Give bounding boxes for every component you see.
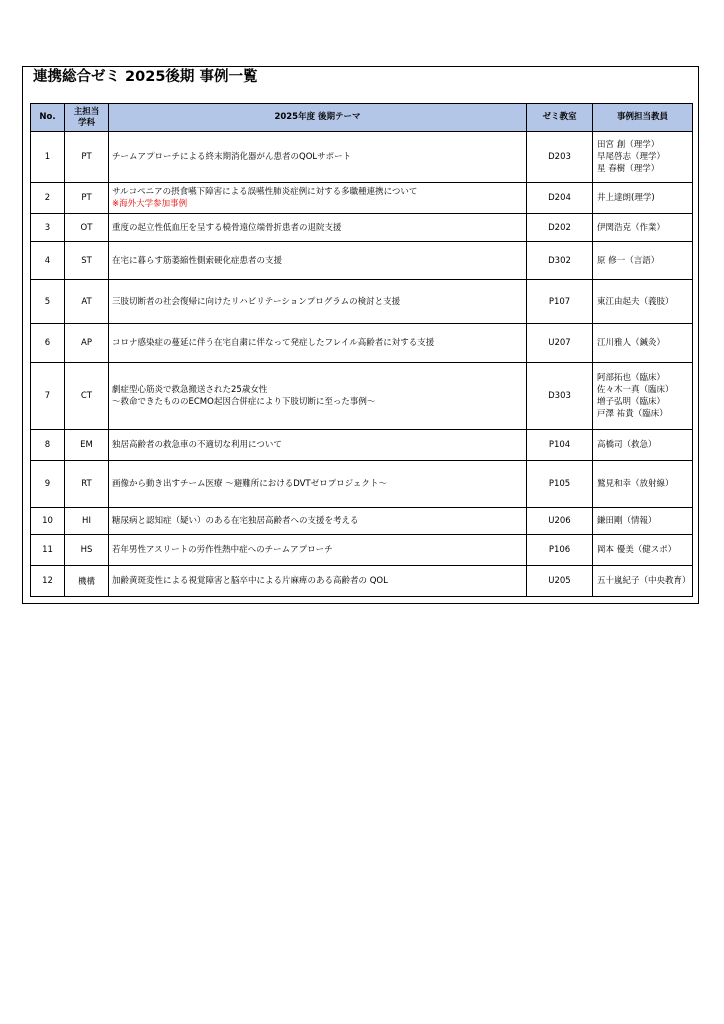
row-dept: PT <box>65 183 109 214</box>
row-room: P106 <box>527 535 593 566</box>
document-frame <box>22 66 699 604</box>
theme-line: コロナ感染症の蔓延に伴う在宅自粛に伴なって発症したフレイル高齢者に対する支援 <box>112 338 435 348</box>
row-dept: PT <box>65 132 109 183</box>
row-theme <box>109 535 527 566</box>
table-row <box>31 242 693 280</box>
row-staff <box>593 132 693 183</box>
staff-name: 井上達朗(理学) <box>597 193 655 203</box>
table-row <box>31 535 693 566</box>
table-row <box>31 132 693 183</box>
table-row <box>31 508 693 535</box>
row-room: U207 <box>527 324 593 363</box>
table-row <box>31 280 693 324</box>
staff-name: 東江由起夫（義肢） <box>597 296 674 307</box>
staff-name: 伊関浩克（作業） <box>597 222 666 233</box>
row-no: 12 <box>31 566 65 597</box>
row-dept: OT <box>65 214 109 242</box>
row-staff <box>593 324 693 363</box>
row-theme <box>109 280 527 324</box>
row-dept: RT <box>65 461 109 508</box>
staff-name: 高橋司（救急） <box>597 440 657 450</box>
row-dept: AP <box>65 324 109 363</box>
row-theme <box>109 132 527 183</box>
theme-line: 在宅に暮らす筋萎縮性側索硬化症患者の支援 <box>112 255 283 266</box>
row-theme <box>109 242 527 280</box>
row-dept: HS <box>65 535 109 566</box>
row-no: 8 <box>31 430 65 461</box>
table-row <box>31 363 693 430</box>
row-staff <box>593 280 693 324</box>
row-no: 10 <box>31 508 65 535</box>
row-staff <box>593 566 693 597</box>
row-room: P104 <box>527 430 593 461</box>
staff-name: 鎌田剛（情報） <box>597 516 657 526</box>
row-no: 9 <box>31 461 65 508</box>
theme-line: 独居高齢者の救急車の不適切な利用について <box>112 440 282 450</box>
row-dept: ST <box>65 242 109 280</box>
staff-name: 早尾啓志（理学） <box>597 152 666 162</box>
theme-line: 若年男性アスリートの労作性熱中症へのチームアプローチ <box>112 545 333 555</box>
theme-line: サルコペニアの摂食嚥下障害による誤嚥性肺炎症例に対する多職種連携について <box>112 187 418 197</box>
row-room: D302 <box>527 242 593 280</box>
row-staff <box>593 242 693 280</box>
header-room: ゼミ教室 <box>527 104 593 132</box>
theme-line: 加齢黄斑変性による視覚障害と脳卒中による片麻痺のある高齢者の QOL <box>112 576 388 586</box>
staff-name: 星 春樹（理学） <box>597 164 660 174</box>
row-staff <box>593 461 693 508</box>
row-theme <box>109 430 527 461</box>
theme-line: 画像から動き出すチーム医療 ～避難所におけるDVTゼロプロジェクト～ <box>112 479 387 489</box>
row-room: D204 <box>527 183 593 214</box>
header-theme: 2025年度 後期テーマ <box>109 104 527 132</box>
row-no: 6 <box>31 324 65 363</box>
theme-line: ～救命できたもののECMO起因合併症により下肢切断に至った事例～ <box>112 397 376 407</box>
header-dept <box>65 104 109 132</box>
row-staff <box>593 214 693 242</box>
staff-name: 阿部拓也（臨床） <box>597 373 666 383</box>
staff-name: 鷲見和幸（放射線） <box>597 479 674 489</box>
table-row <box>31 214 693 242</box>
table-header-row <box>31 104 693 132</box>
table-row <box>31 461 693 508</box>
row-room: P107 <box>527 280 593 324</box>
row-dept: 機構 <box>65 566 109 597</box>
page-title: 連携総合ゼミ 2025後期 事例一覧 <box>33 69 258 85</box>
row-no: 7 <box>31 363 65 430</box>
row-theme <box>109 324 527 363</box>
row-no: 2 <box>31 183 65 214</box>
row-no: 5 <box>31 280 65 324</box>
row-dept: HI <box>65 508 109 535</box>
row-room: U206 <box>527 508 593 535</box>
theme-line: 劇症型心筋炎で救急搬送された25歳女性 <box>112 385 268 395</box>
theme-line: チームアプローチによる終末期消化器がん患者のQOLサポート <box>112 152 352 162</box>
row-room: D203 <box>527 132 593 183</box>
staff-name: 増子弘明（臨床） <box>597 397 666 407</box>
row-theme <box>109 566 527 597</box>
row-staff <box>593 535 693 566</box>
row-dept: CT <box>65 363 109 430</box>
staff-name: 佐々木一真（臨床） <box>597 385 674 395</box>
row-theme <box>109 214 527 242</box>
row-no: 4 <box>31 242 65 280</box>
row-theme <box>109 363 527 430</box>
header-dept-label: 主担当学科 <box>73 106 100 128</box>
table-row <box>31 566 693 597</box>
row-staff <box>593 508 693 535</box>
row-theme <box>109 183 527 214</box>
row-staff <box>593 183 693 214</box>
staff-name: 五十嵐紀子（中央教育） <box>597 576 691 586</box>
theme-line: 糖尿病と認知症（疑い）のある在宅独居高齢者への支援を考える <box>112 516 359 526</box>
staff-name: 江川雅人（鍼灸） <box>597 338 666 348</box>
staff-name: 原 修一（言語） <box>597 255 660 266</box>
table-row <box>31 324 693 363</box>
table-row <box>31 430 693 461</box>
table-body <box>31 132 693 597</box>
row-room: D303 <box>527 363 593 430</box>
row-room: D202 <box>527 214 593 242</box>
row-room: U205 <box>527 566 593 597</box>
row-theme <box>109 508 527 535</box>
staff-name: 岡本 優美（健スポ） <box>597 545 677 555</box>
row-theme <box>109 461 527 508</box>
case-table <box>30 103 693 597</box>
row-no: 11 <box>31 535 65 566</box>
row-dept: EM <box>65 430 109 461</box>
staff-name: 戸澤 祐貴（臨床） <box>597 409 668 419</box>
overseas-note: ※海外大学参加事例 <box>112 199 188 209</box>
row-no: 3 <box>31 214 65 242</box>
header-no: No. <box>31 104 65 132</box>
staff-name: 田宮 創（理学） <box>597 140 660 150</box>
row-room: P105 <box>527 461 593 508</box>
header-staff: 事例担当教員 <box>593 104 693 132</box>
row-staff <box>593 430 693 461</box>
theme-line: 三肢切断者の社会復帰に向けたリハビリテーションプログラムの検討と支援 <box>112 296 401 307</box>
row-staff <box>593 363 693 430</box>
theme-line: 重度の起立性低血圧を呈する橈骨遠位端骨折患者の退院支援 <box>112 222 342 233</box>
table-row <box>31 183 693 214</box>
row-no: 1 <box>31 132 65 183</box>
row-dept: AT <box>65 280 109 324</box>
